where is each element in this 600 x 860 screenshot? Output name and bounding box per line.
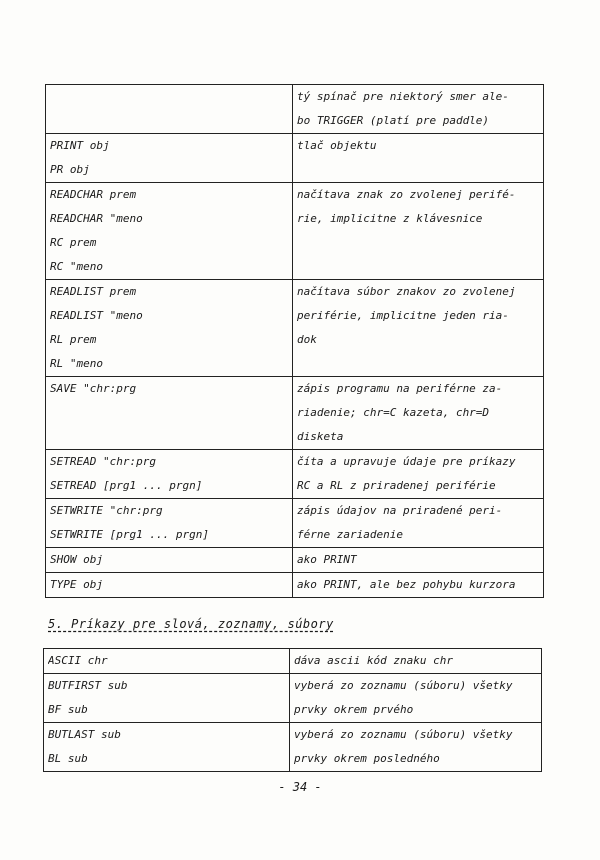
description-line: RC a RL z priradenej periférie: [297, 479, 496, 492]
description-line: riadenie; chr=C kazeta, chr=D: [297, 406, 490, 419]
command-cell: [46, 499, 293, 548]
command-line: BUTFIRST sub: [48, 679, 128, 692]
description-cell: [290, 649, 542, 674]
description-line: prvky okrem posledného: [294, 752, 440, 765]
command-line: ASCII chr: [48, 654, 108, 667]
command-cell: [46, 134, 293, 183]
description-line: načítava súbor znakov zo zvolenej: [297, 285, 516, 298]
description-cell: [293, 548, 544, 573]
command-cell: [46, 450, 293, 499]
description-line: férne zariadenie: [297, 528, 403, 541]
command-line: BUTLAST sub: [48, 728, 121, 741]
command-table-words-lists: [43, 648, 542, 772]
command-line: READCHAR "meno: [50, 212, 143, 225]
description-line: dáva ascii kód znaku chr: [294, 654, 453, 667]
description-line: periférie, implicitne jeden ria-: [297, 309, 509, 322]
description-cell: [293, 499, 544, 548]
command-cell: [44, 723, 290, 772]
description-line: číta a upravuje údaje pre príkazy: [297, 455, 516, 468]
description-line: rie, implicitne z klávesnice: [297, 212, 483, 225]
description-line: vyberá zo zoznamu (súboru) všetky: [294, 679, 513, 692]
description-line: disketa: [297, 430, 344, 443]
table-row: [44, 649, 542, 674]
description-line: zápis programu na periférne za-: [297, 382, 503, 395]
description-line: tý spínač pre niektorý smer ale-: [297, 90, 509, 103]
command-line: [50, 85, 288, 109]
description-cell: [293, 183, 544, 280]
table-row: [46, 377, 544, 450]
description-cell: [293, 450, 544, 499]
description-cell: [290, 723, 542, 772]
command-line: SHOW obj: [50, 553, 103, 566]
command-cell: [46, 377, 293, 450]
command-line: SETREAD [prg1 ... prgn]: [50, 479, 203, 492]
description-line: tlač objektu: [297, 139, 377, 152]
command-line: BF sub: [48, 703, 88, 716]
table-row: [46, 183, 544, 280]
description-line: prvky okrem prvého: [294, 703, 414, 716]
command-line: PR obj: [50, 163, 90, 176]
description-line: zápis údajov na priradené peri-: [297, 504, 503, 517]
table-row: [46, 280, 544, 377]
command-table-io: [45, 84, 544, 598]
command-line: READLIST prem: [50, 285, 137, 298]
table-row: [46, 573, 544, 598]
command-line: SETWRITE [prg1 ... prgn]: [50, 528, 209, 541]
description-cell: [293, 280, 544, 377]
command-line: READCHAR prem: [50, 188, 137, 201]
description-line: vyberá zo zoznamu (súboru) všetky: [294, 728, 513, 741]
command-line: TYPE obj: [50, 578, 103, 591]
section-title: 5. Príkazy pre slová, zoznamy, súbory: [48, 617, 334, 631]
command-cell: [46, 548, 293, 573]
description-cell: [293, 377, 544, 450]
table-row: [46, 499, 544, 548]
description-line: ako PRINT, ale bez pohybu kurzora: [297, 578, 516, 591]
command-line: BL sub: [48, 752, 88, 765]
command-line: SAVE "chr:prg: [50, 382, 137, 395]
command-cell: [44, 649, 290, 674]
command-cell: [46, 280, 293, 377]
command-cell: [44, 674, 290, 723]
description-cell: [290, 674, 542, 723]
description-cell: [293, 85, 544, 134]
command-cell: [46, 85, 293, 134]
command-cell: [46, 573, 293, 598]
description-line: načítava znak zo zvolenej perifé-: [297, 188, 516, 201]
table-row: [46, 548, 544, 573]
description-line: bo TRIGGER (platí pre paddle): [297, 114, 490, 127]
command-line: READLIST "meno: [50, 309, 143, 322]
table-row: [44, 674, 542, 723]
command-line: RL "meno: [50, 357, 103, 370]
command-line: SETREAD "chr:prg: [50, 455, 156, 468]
command-line: PRINT obj: [50, 139, 110, 152]
description-cell: [293, 134, 544, 183]
command-line: RL prem: [50, 333, 97, 346]
description-line: ako PRINT: [297, 553, 357, 566]
table-row: [46, 85, 544, 134]
table-row: [46, 450, 544, 499]
command-line: RC "meno: [50, 260, 103, 273]
description-line: dok: [297, 333, 317, 346]
table-row: [44, 723, 542, 772]
command-line: SETWRITE "chr:prg: [50, 504, 163, 517]
description-cell: [293, 573, 544, 598]
page-number: - 34 -: [278, 780, 322, 794]
command-line: RC prem: [50, 236, 97, 249]
command-cell: [46, 183, 293, 280]
table-row: [46, 134, 544, 183]
